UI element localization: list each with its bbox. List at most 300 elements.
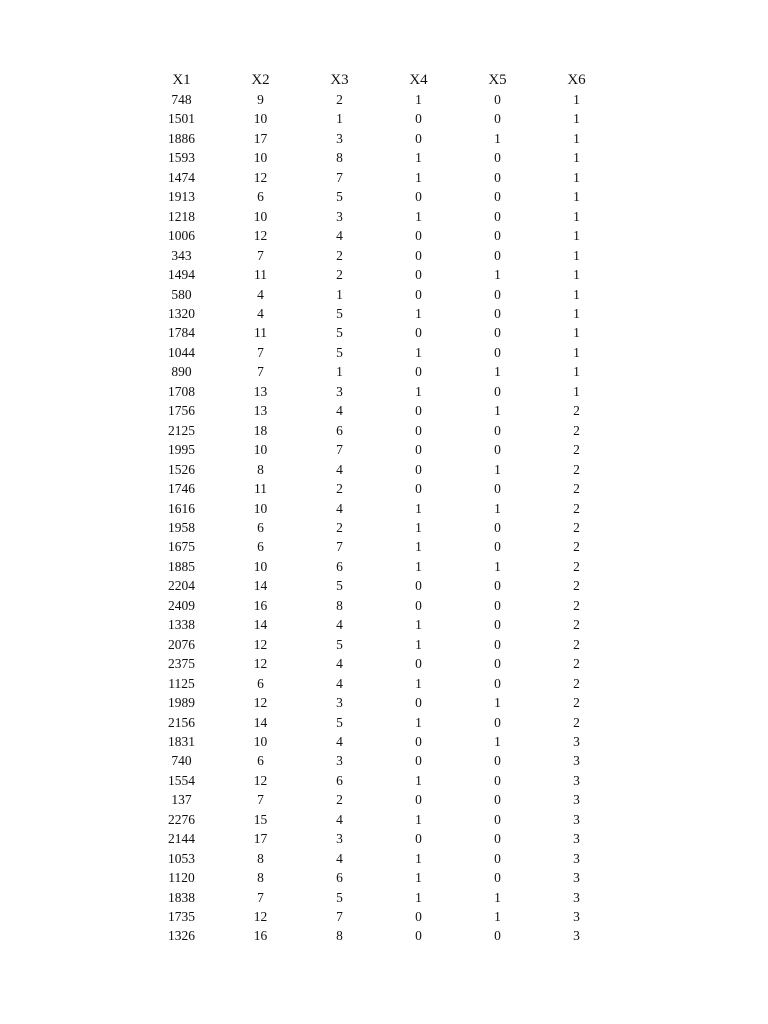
table-row xyxy=(142,926,616,945)
table-row xyxy=(142,829,616,848)
table-cell: 4 xyxy=(257,286,264,302)
table-cell: 2144 xyxy=(168,831,195,847)
table-cell: 10 xyxy=(253,733,268,749)
table-body xyxy=(142,90,616,946)
table-cell: 1 xyxy=(415,539,422,555)
table-cell: 2 xyxy=(573,675,580,691)
table-row xyxy=(142,654,616,673)
table-cell: 580 xyxy=(171,286,192,302)
table-row xyxy=(142,790,616,809)
table-row xyxy=(142,285,616,304)
table-cell: 1 xyxy=(573,169,580,185)
table-cell: 14 xyxy=(253,617,268,633)
table-cell: 1 xyxy=(336,364,343,380)
table-cell: 3 xyxy=(573,792,580,808)
table-cell: 3 xyxy=(336,130,343,146)
table-row xyxy=(142,732,616,751)
table-cell: 0 xyxy=(494,811,501,827)
table-cell: 1 xyxy=(573,92,580,107)
table-cell: 4 xyxy=(336,850,343,866)
table-cell: 2 xyxy=(573,442,580,458)
table-cell: 4 xyxy=(257,305,264,321)
column-header-x5: X5 xyxy=(488,72,507,88)
table-cell: 0 xyxy=(415,461,422,477)
table-cell: 1 xyxy=(494,267,501,283)
table-cell: 4 xyxy=(336,461,343,477)
table-row xyxy=(142,460,616,479)
table-cell: 2 xyxy=(336,247,343,263)
table-cell: 1320 xyxy=(168,305,195,321)
table-row xyxy=(142,537,616,556)
table-cell: 1 xyxy=(494,364,501,380)
table-cell: 1 xyxy=(415,344,422,360)
table-cell: 8 xyxy=(257,850,264,866)
table-cell: 0 xyxy=(494,597,501,613)
table-cell: 3 xyxy=(336,383,343,399)
table-cell: 0 xyxy=(494,325,501,341)
table-cell: 1474 xyxy=(168,169,195,185)
table-cell: 2 xyxy=(336,792,343,808)
table-cell: 4 xyxy=(336,733,343,749)
table-cell: 2 xyxy=(573,597,580,613)
table-cell: 2 xyxy=(573,403,580,419)
table-cell: 4 xyxy=(336,656,343,672)
table-row xyxy=(142,440,616,459)
column-header-x4: X4 xyxy=(409,72,428,88)
table-cell: 1053 xyxy=(168,850,195,866)
table-cell: 0 xyxy=(494,656,501,672)
table-cell: 1 xyxy=(415,772,422,788)
table-cell: 1708 xyxy=(168,383,195,399)
table-row xyxy=(142,576,616,595)
table-cell: 1886 xyxy=(168,130,195,146)
table-cell: 0 xyxy=(494,617,501,633)
table-cell: 1 xyxy=(415,636,422,652)
table-row xyxy=(142,907,616,926)
table-cell: 3 xyxy=(573,909,580,925)
table-cell: 0 xyxy=(415,442,422,458)
table-cell: 8 xyxy=(257,870,264,886)
table-cell: 6 xyxy=(336,558,343,574)
table-cell: 890 xyxy=(171,364,192,380)
table-cell: 1913 xyxy=(168,189,195,205)
table-cell: 1784 xyxy=(168,325,195,341)
table-cell: 137 xyxy=(171,792,192,808)
table-cell: 13 xyxy=(253,403,268,419)
table-cell: 1 xyxy=(415,500,422,516)
table-cell: 0 xyxy=(494,753,501,769)
table-cell: 1989 xyxy=(168,695,195,711)
table-cell: 0 xyxy=(415,247,422,263)
table-cell: 1 xyxy=(415,150,422,166)
table-cell: 1 xyxy=(494,461,501,477)
table-cell: 1593 xyxy=(168,150,195,166)
table-cell: 7 xyxy=(336,442,343,458)
table-cell: 3 xyxy=(573,753,580,769)
table-cell: 0 xyxy=(494,92,501,107)
table-cell: 2 xyxy=(573,519,580,535)
table-cell: 1735 xyxy=(168,909,195,925)
table-cell: 0 xyxy=(494,870,501,886)
table-cell: 15 xyxy=(253,811,268,827)
table-row xyxy=(142,207,616,226)
table-cell: 0 xyxy=(494,442,501,458)
table-cell: 1 xyxy=(573,247,580,263)
table-cell: 1 xyxy=(415,169,422,185)
table-cell: 7 xyxy=(257,247,264,263)
table-cell: 3 xyxy=(336,831,343,847)
table-cell: 2076 xyxy=(168,636,195,652)
table-cell: 0 xyxy=(494,792,501,808)
table-cell: 8 xyxy=(336,597,343,613)
table-cell: 5 xyxy=(336,889,343,905)
table-cell: 1 xyxy=(415,714,422,730)
table-row xyxy=(142,810,616,829)
table-row xyxy=(142,362,616,381)
table-cell: 0 xyxy=(415,267,422,283)
table-cell: 11 xyxy=(254,481,267,497)
table-row xyxy=(142,129,616,148)
table-cell: 1 xyxy=(573,383,580,399)
table-cell: 1501 xyxy=(168,111,195,127)
table-row xyxy=(142,693,616,712)
table-cell: 0 xyxy=(494,422,501,438)
table-cell: 12 xyxy=(253,228,268,244)
table-cell: 1756 xyxy=(168,403,195,419)
table-cell: 0 xyxy=(494,247,501,263)
table-cell: 7 xyxy=(257,364,264,380)
table-row xyxy=(142,323,616,342)
table-cell: 10 xyxy=(253,208,268,224)
table-cell: 0 xyxy=(494,189,501,205)
table-cell: 2 xyxy=(336,92,343,107)
table-cell: 2156 xyxy=(168,714,195,730)
table-cell: 10 xyxy=(253,558,268,574)
table-cell: 0 xyxy=(415,753,422,769)
table-cell: 1 xyxy=(573,325,580,341)
table-cell: 5 xyxy=(336,578,343,594)
table-cell: 0 xyxy=(415,228,422,244)
table-cell: 0 xyxy=(415,578,422,594)
table-cell: 7 xyxy=(257,792,264,808)
table-cell: 2 xyxy=(573,656,580,672)
table-cell: 2 xyxy=(573,636,580,652)
table-cell: 12 xyxy=(253,909,268,925)
table-cell: 0 xyxy=(415,422,422,438)
table-cell: 0 xyxy=(494,831,501,847)
table-cell: 0 xyxy=(415,111,422,127)
table-row xyxy=(142,479,616,498)
table-cell: 2 xyxy=(573,578,580,594)
table-cell: 0 xyxy=(494,383,501,399)
table-cell: 2 xyxy=(573,539,580,555)
table-cell: 7 xyxy=(336,539,343,555)
table-cell: 1 xyxy=(494,889,501,905)
table-cell: 4 xyxy=(336,617,343,633)
table-cell: 1838 xyxy=(168,889,195,905)
table-cell: 1 xyxy=(573,286,580,302)
table-cell: 16 xyxy=(253,597,268,613)
table-cell: 1 xyxy=(415,383,422,399)
table-cell: 10 xyxy=(253,111,268,127)
table-row xyxy=(142,557,616,576)
table-cell: 1 xyxy=(415,675,422,691)
table-cell: 3 xyxy=(573,811,580,827)
table-row xyxy=(142,90,616,109)
table-cell: 1494 xyxy=(168,267,195,283)
table-row xyxy=(142,635,616,654)
table-cell: 1 xyxy=(573,150,580,166)
table-row xyxy=(142,187,616,206)
table-cell: 0 xyxy=(494,169,501,185)
table-cell: 1125 xyxy=(168,675,195,691)
table-cell: 4 xyxy=(336,403,343,419)
table-cell: 0 xyxy=(415,733,422,749)
table-cell: 2 xyxy=(336,519,343,535)
table-cell: 4 xyxy=(336,500,343,516)
table-cell: 1 xyxy=(573,267,580,283)
table-cell: 1 xyxy=(573,228,580,244)
table-cell: 1616 xyxy=(168,500,195,516)
table-cell: 1 xyxy=(494,558,501,574)
table-cell: 3 xyxy=(336,695,343,711)
table-cell: 1885 xyxy=(168,558,195,574)
table-cell: 6 xyxy=(336,422,343,438)
table-cell: 2 xyxy=(573,461,580,477)
table-cell: 5 xyxy=(336,344,343,360)
table-cell: 1 xyxy=(336,111,343,127)
table-cell: 0 xyxy=(494,928,501,944)
table-cell: 7 xyxy=(257,344,264,360)
column-header-x1: X1 xyxy=(172,72,191,88)
table-cell: 0 xyxy=(494,150,501,166)
table-cell: 5 xyxy=(336,325,343,341)
table-cell: 0 xyxy=(494,519,501,535)
table-cell: 1 xyxy=(573,344,580,360)
table-cell: 1006 xyxy=(168,228,195,244)
table-cell: 2 xyxy=(573,558,580,574)
table-row xyxy=(142,674,616,693)
table-cell: 6 xyxy=(257,675,264,691)
table-cell: 1958 xyxy=(168,519,195,535)
column-header-x6: X6 xyxy=(567,72,586,88)
header-row xyxy=(142,70,616,90)
table-cell: 2 xyxy=(573,481,580,497)
table-cell: 5 xyxy=(336,636,343,652)
table-cell: 0 xyxy=(494,539,501,555)
table-cell: 1 xyxy=(573,111,580,127)
table-cell: 2 xyxy=(573,695,580,711)
table-cell: 6 xyxy=(257,539,264,555)
table-cell: 0 xyxy=(415,597,422,613)
table-cell: 0 xyxy=(494,111,501,127)
table-cell: 8 xyxy=(336,150,343,166)
table-row xyxy=(142,246,616,265)
table-row xyxy=(142,226,616,245)
column-header-x3: X3 xyxy=(330,72,349,88)
table-cell: 740 xyxy=(171,753,192,769)
table-cell: 0 xyxy=(415,695,422,711)
table-cell: 6 xyxy=(336,870,343,886)
table-cell: 1 xyxy=(415,92,422,107)
table-cell: 7 xyxy=(336,909,343,925)
table-cell: 1 xyxy=(494,909,501,925)
table-cell: 1746 xyxy=(168,481,195,497)
table-cell: 11 xyxy=(254,267,267,283)
table-cell: 4 xyxy=(336,811,343,827)
table-cell: 1120 xyxy=(168,870,195,886)
table-row xyxy=(142,499,616,518)
table-cell: 5 xyxy=(336,714,343,730)
table-cell: 10 xyxy=(253,442,268,458)
table-cell: 1 xyxy=(415,305,422,321)
table-cell: 1 xyxy=(494,695,501,711)
table-cell: 2 xyxy=(573,422,580,438)
table-cell: 1 xyxy=(415,811,422,827)
column-header-x2: X2 xyxy=(251,72,270,88)
table-cell: 1 xyxy=(415,558,422,574)
table-cell: 0 xyxy=(415,928,422,944)
table-cell: 2 xyxy=(336,267,343,283)
table-cell: 1 xyxy=(415,850,422,866)
table-cell: 2125 xyxy=(168,422,195,438)
table-cell: 17 xyxy=(253,831,268,847)
table-row xyxy=(142,771,616,790)
table-cell: 1338 xyxy=(168,617,195,633)
table-cell: 0 xyxy=(494,850,501,866)
table-row xyxy=(142,168,616,187)
table-cell: 6 xyxy=(257,519,264,535)
table-cell: 0 xyxy=(494,228,501,244)
table-cell: 0 xyxy=(415,909,422,925)
table-row xyxy=(142,849,616,868)
table-cell: 1526 xyxy=(168,461,195,477)
table-cell: 3 xyxy=(573,850,580,866)
table-row xyxy=(142,596,616,615)
table-row xyxy=(142,868,616,887)
table-cell: 0 xyxy=(494,208,501,224)
table-cell: 2 xyxy=(573,714,580,730)
table-cell: 0 xyxy=(415,286,422,302)
table-row xyxy=(142,713,616,732)
table-cell: 9 xyxy=(257,92,264,107)
table-cell: 1044 xyxy=(168,344,195,360)
table-cell: 0 xyxy=(494,636,501,652)
table-cell: 1218 xyxy=(168,208,195,224)
table-row xyxy=(142,265,616,284)
data-table xyxy=(142,70,616,946)
table-cell: 12 xyxy=(253,169,268,185)
table-cell: 10 xyxy=(253,150,268,166)
table-cell: 6 xyxy=(257,189,264,205)
table-cell: 1 xyxy=(415,208,422,224)
table-cell: 1675 xyxy=(168,539,195,555)
table-cell: 0 xyxy=(494,344,501,360)
table-cell: 6 xyxy=(257,753,264,769)
table-cell: 8 xyxy=(336,928,343,944)
table-cell: 1 xyxy=(415,519,422,535)
table-cell: 7 xyxy=(257,889,264,905)
table-cell: 1 xyxy=(494,500,501,516)
table-cell: 0 xyxy=(494,714,501,730)
table-cell: 2409 xyxy=(168,597,195,613)
table-cell: 0 xyxy=(494,481,501,497)
table-cell: 1554 xyxy=(168,772,195,788)
table-cell: 1 xyxy=(415,870,422,886)
table-cell: 1 xyxy=(415,617,422,633)
table-cell: 12 xyxy=(253,656,268,672)
table-row xyxy=(142,751,616,770)
table-cell: 10 xyxy=(253,500,268,516)
table-cell: 14 xyxy=(253,714,268,730)
table-cell: 0 xyxy=(415,792,422,808)
table-row xyxy=(142,401,616,420)
table-cell: 3 xyxy=(573,928,580,944)
table-cell: 1995 xyxy=(168,442,195,458)
table-cell: 17 xyxy=(253,130,268,146)
table-cell: 4 xyxy=(336,228,343,244)
table-cell: 6 xyxy=(336,772,343,788)
table-cell: 0 xyxy=(415,403,422,419)
table-cell: 5 xyxy=(336,305,343,321)
table-row xyxy=(142,888,616,907)
table-cell: 18 xyxy=(253,422,268,438)
table-cell: 16 xyxy=(253,928,268,944)
table-cell: 3 xyxy=(573,772,580,788)
table-cell: 0 xyxy=(494,772,501,788)
table-cell: 12 xyxy=(253,772,268,788)
table-cell: 0 xyxy=(415,831,422,847)
table-cell: 3 xyxy=(573,733,580,749)
table-cell: 2 xyxy=(573,617,580,633)
table-cell: 5 xyxy=(336,189,343,205)
table-cell: 2375 xyxy=(168,656,195,672)
table-cell: 1 xyxy=(573,189,580,205)
table-cell: 8 xyxy=(257,461,264,477)
table-cell: 1 xyxy=(494,733,501,749)
table-row xyxy=(142,148,616,167)
table-cell: 0 xyxy=(494,305,501,321)
table-cell: 4 xyxy=(336,675,343,691)
table-cell: 0 xyxy=(415,364,422,380)
table-row xyxy=(142,382,616,401)
table-cell: 1 xyxy=(494,403,501,419)
table-cell: 1 xyxy=(494,130,501,146)
table-cell: 0 xyxy=(494,578,501,594)
table-cell: 14 xyxy=(253,578,268,594)
table-row xyxy=(142,109,616,128)
table-cell: 1326 xyxy=(168,928,195,944)
table-cell: 0 xyxy=(415,325,422,341)
table-cell: 12 xyxy=(253,636,268,652)
table-cell: 1 xyxy=(573,208,580,224)
table-cell: 0 xyxy=(415,656,422,672)
table-row xyxy=(142,421,616,440)
table-cell: 3 xyxy=(573,889,580,905)
table-cell: 13 xyxy=(253,383,268,399)
table-row xyxy=(142,615,616,634)
table-row xyxy=(142,518,616,537)
table-cell: 0 xyxy=(415,189,422,205)
table-cell: 2 xyxy=(573,500,580,516)
table-cell: 3 xyxy=(573,831,580,847)
table-cell: 1 xyxy=(573,305,580,321)
table-cell: 7 xyxy=(336,169,343,185)
table-cell: 2276 xyxy=(168,811,195,827)
table-cell: 3 xyxy=(336,753,343,769)
table-cell: 1 xyxy=(336,286,343,302)
table-cell: 3 xyxy=(573,870,580,886)
